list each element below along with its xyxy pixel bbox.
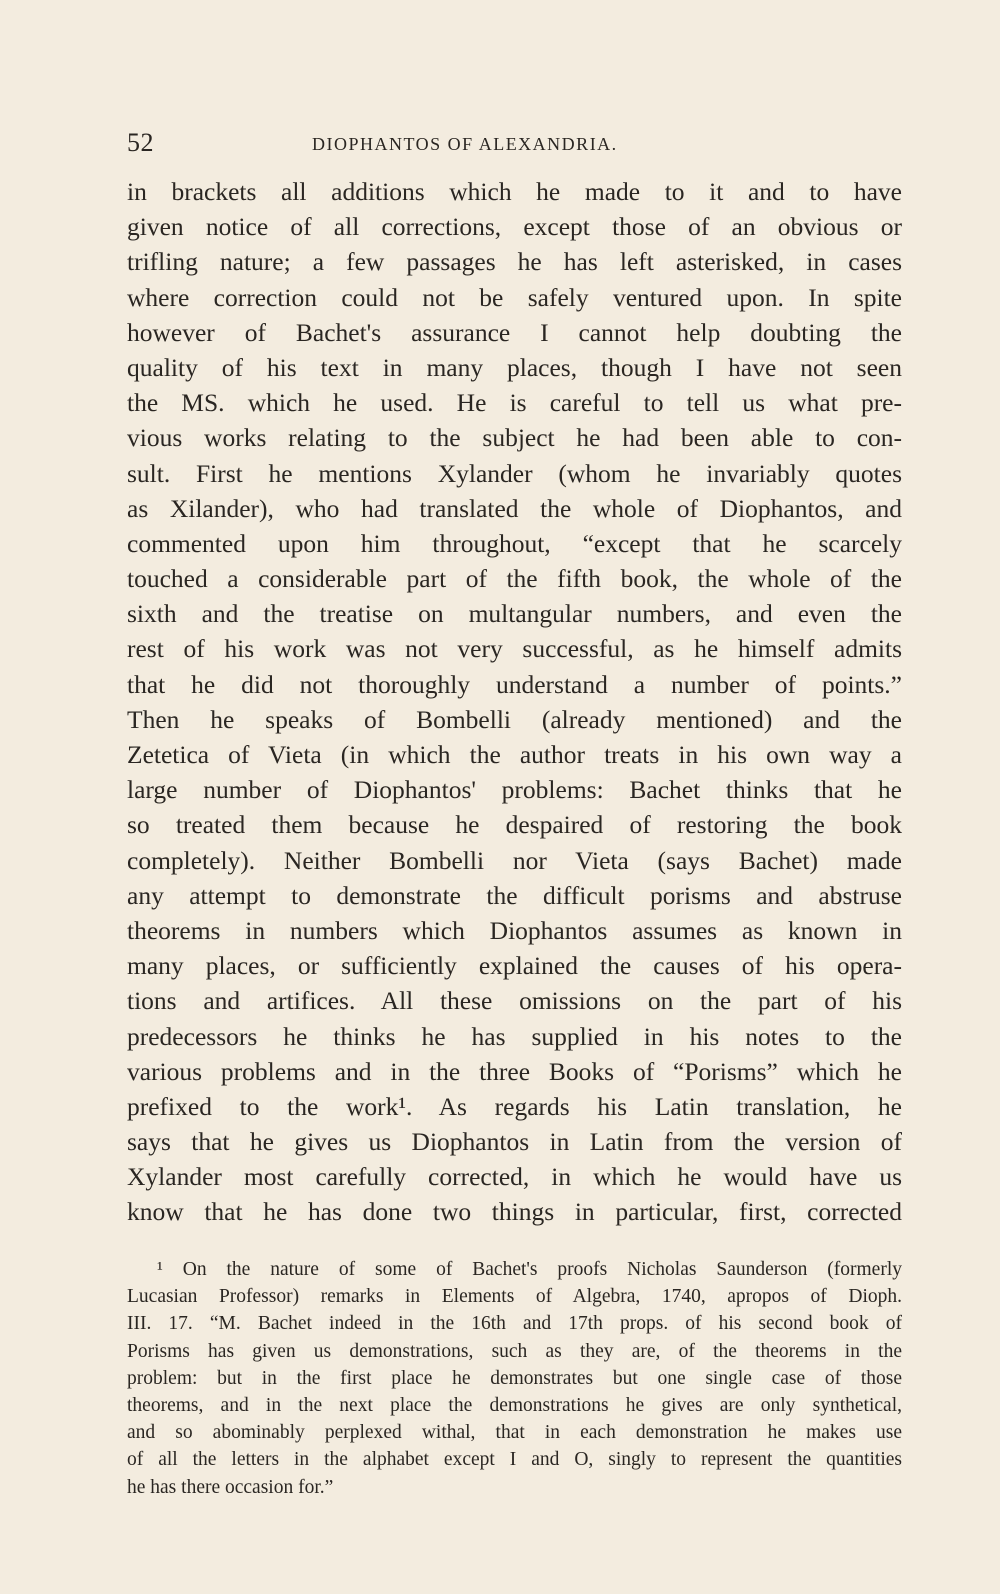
text-line: tions and artifices. All these omissions on the part of his: [127, 986, 902, 1016]
footnote-line: III. 17. “M. Bachet indeed in the 16th and 17th props. of his second book of: [127, 1313, 902, 1335]
text-line: know that he has done two things in particular, first, corrected: [127, 1197, 902, 1227]
text-line: where correction could not be safely ventured upon. In spite: [127, 282, 902, 312]
footnote-line: and so abominably perplexed withal, that in each demonstration he makes use: [127, 1422, 902, 1444]
text-line: in brackets all additions which he made to it and to have: [127, 177, 902, 206]
text-line: touched a considerable part of the fifth book, the whole of the: [127, 564, 902, 594]
text-line: many places, or sufficiently explained the causes of his opera-: [127, 951, 902, 981]
text-line: however of Bachet's assurance I cannot help doubting the: [127, 317, 902, 347]
text-line: sixth and the treatise on multangular numbers, and even the: [127, 599, 902, 629]
page-header: [127, 126, 902, 160]
footnote: [127, 1256, 902, 1501]
text-line: completely). Neither Bombelli nor Vieta (says Bachet) made: [127, 845, 902, 875]
text-line: theorems in numbers which Diophantos assumes as known in: [127, 915, 902, 945]
text-line: rest of his work was not very successful, as he himself admits: [127, 634, 902, 664]
footnote-line: problem: but in the first place he demonstrates but one single case of those: [127, 1367, 902, 1389]
text-line: that he did not thoroughly understand a number of points.”: [127, 669, 902, 699]
text-line: trifling nature; a few passages he has left asterisked, in cases: [127, 247, 902, 277]
text-line: Then he speaks of Bombelli (already mentioned) and the: [127, 704, 902, 734]
text-line: says that he gives us Diophantos in Latin from the version of: [127, 1127, 902, 1157]
text-line: as Xilander), who had translated the whole of Diophantos, and: [127, 493, 902, 523]
running-title: DIOPHANTOS OF ALEXANDRIA.: [312, 134, 618, 154]
text-line: quality of his text in many places, though I have not seen: [127, 352, 902, 382]
text-line: Xylander most carefully corrected, in which he would have us: [127, 1162, 902, 1192]
text-line: large number of Diophantos' problems: Bachet thinks that he: [127, 775, 902, 805]
footnote-line: theorems, and in the next place the demonstrations he gives are only synthetical,: [127, 1394, 902, 1416]
footnote-line: ¹ On the nature of some of Bachet's proofs Nicholas Saunderson (formerly: [157, 1259, 902, 1280]
page-number: 52: [127, 128, 154, 157]
text-line: commented upon him throughout, “except that he scarcely: [127, 528, 902, 558]
footnote-line: he has there occasion for.”: [127, 1476, 334, 1498]
text-line: sult. First he mentions Xylander (whom he invariably quotes: [127, 458, 902, 488]
text-line: given notice of all corrections, except those of an obvious or: [127, 212, 902, 242]
text-line: Zetetica of Vieta (in which the author treats in his own way a: [127, 740, 902, 769]
text-line: vious works relating to the subject he had been able to con-: [127, 423, 902, 453]
body-text: [127, 174, 902, 1230]
text-line: so treated them because he despaired of restoring the book: [127, 810, 902, 840]
text-line: predecessors he thinks he has supplied in his notes to the: [127, 1021, 902, 1051]
footnote-line: of all the letters in the alphabet except I and O, singly to represent the quantities: [127, 1449, 902, 1471]
text-line: any attempt to demonstrate the difficult porisms and abstruse: [127, 880, 902, 910]
text-line: various problems and in the three Books of “Porisms” which he: [127, 1056, 902, 1086]
footnote-line: Lucasian Professor) remarks in Elements of Algebra, 1740, apropos of Dioph.: [127, 1286, 902, 1308]
text-line: prefixed to the work¹. As regards his Latin translation, he: [127, 1091, 902, 1121]
footnote-line: Porisms has given us demonstrations, such as they are, of the theorems in the: [127, 1340, 902, 1362]
text-line: the MS. which he used. He is careful to tell us what pre-: [127, 388, 902, 418]
